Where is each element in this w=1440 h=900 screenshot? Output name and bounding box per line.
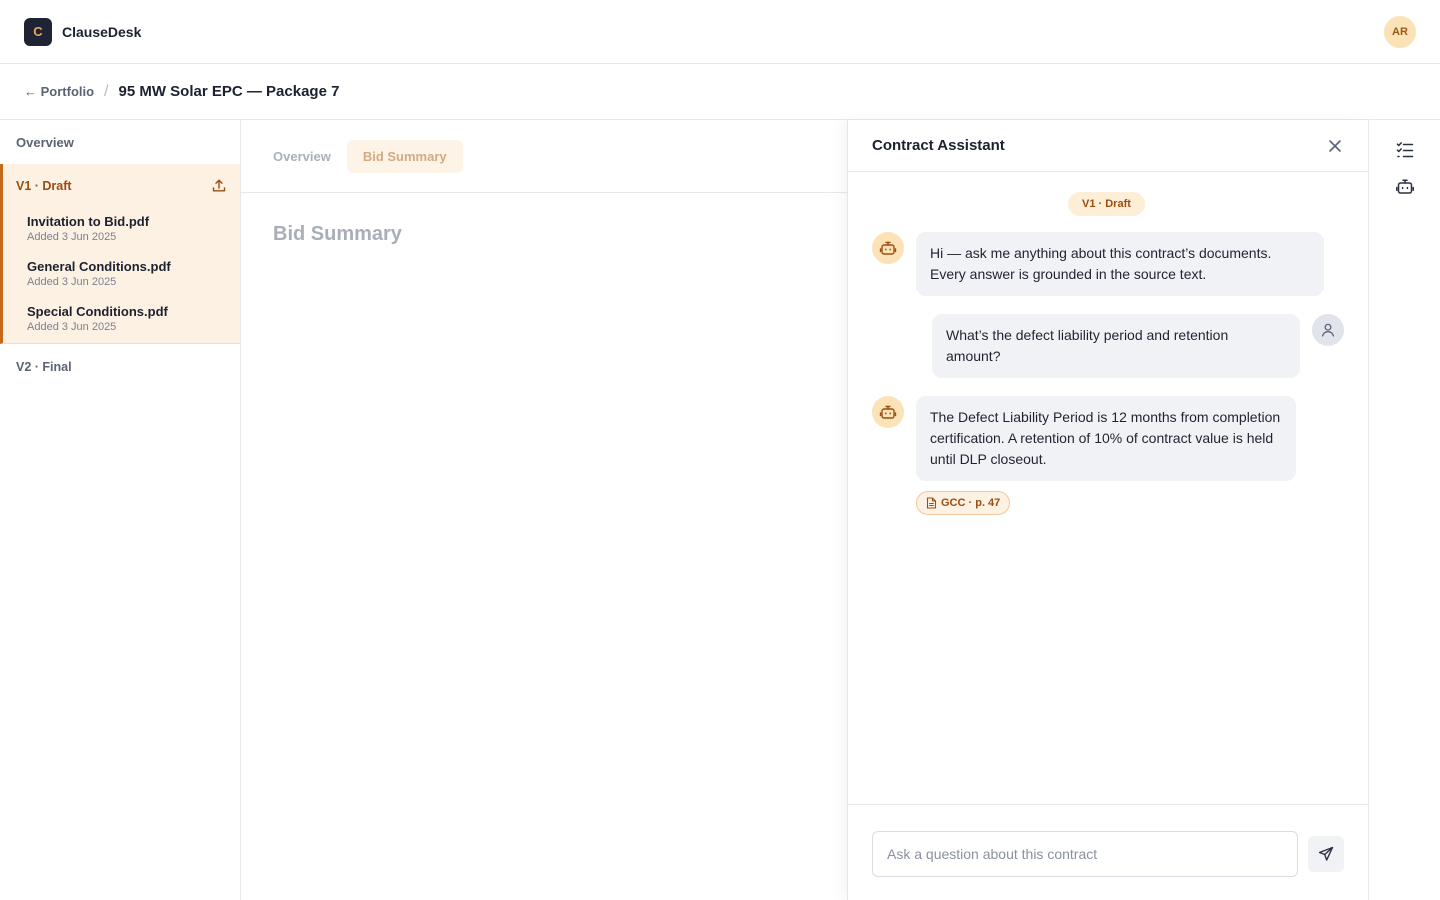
version-label: V2 · Final (16, 360, 72, 374)
user-icon (1320, 322, 1336, 338)
user-avatar-button[interactable] (1384, 16, 1416, 48)
back-to-portfolio-link[interactable]: ← Portfolio (24, 84, 95, 99)
assistant-message: Hi — ask me anything about this contract’s documents. Every answer is grounded in the source text. (916, 232, 1324, 296)
app-name: ClauseDesk (62, 23, 142, 40)
main-content (241, 120, 848, 900)
user-message: What’s the defect liability period and retention amount? (932, 314, 1300, 378)
version-group-v1 (0, 164, 240, 344)
citation-chip[interactable] (916, 491, 1010, 515)
bot-avatar (872, 396, 904, 428)
file-item[interactable] (3, 208, 240, 253)
sidebar-item-label: Overview (16, 134, 74, 150)
page-title: 95 MW Solar EPC — Package 7 (118, 83, 340, 100)
breadcrumb (0, 64, 1440, 120)
checklist-icon[interactable] (1395, 140, 1415, 160)
version-label: V1 · Draft (16, 179, 72, 193)
version-header-v1[interactable] (3, 164, 240, 208)
assistant-message: The Defect Liability Period is 12 months from completion certification. A retention of 10% of contract value is held until DLP closeout. (916, 396, 1296, 481)
file-item[interactable] (3, 298, 240, 343)
file-date: Added 3 Jun 2025 (27, 276, 117, 288)
send-button[interactable] (1308, 836, 1344, 872)
file-name: Special Conditions.pdf (27, 304, 168, 319)
file-item[interactable] (3, 253, 240, 298)
document-icon (926, 497, 937, 509)
breadcrumb-separator: / (104, 82, 109, 100)
assistant-header (848, 120, 1368, 172)
right-tool-rail (1369, 120, 1440, 900)
bot-avatar (872, 232, 904, 264)
upload-icon[interactable] (211, 178, 227, 194)
tab-overview[interactable]: Overview (273, 148, 331, 164)
version-header-v2[interactable] (0, 344, 240, 390)
user-initials: AR (1392, 26, 1408, 38)
logo-letter: C (33, 24, 43, 39)
close-icon[interactable] (1326, 137, 1344, 155)
file-date: Added 3 Jun 2025 (27, 231, 117, 243)
send-icon (1318, 846, 1334, 862)
top-bar (0, 0, 1440, 64)
robot-icon (879, 403, 897, 421)
sidebar (0, 120, 241, 900)
tab-bid-summary[interactable]: Bid Summary (347, 140, 463, 173)
section-title: Bid Summary (273, 223, 402, 245)
file-name: General Conditions.pdf (27, 259, 171, 274)
ask-question-input[interactable] (872, 831, 1298, 877)
citation-label: GCC · p. 47 (941, 497, 1001, 509)
assistant-title: Contract Assistant (872, 137, 1005, 154)
robot-icon[interactable] (1395, 176, 1415, 196)
tab-bar (241, 120, 848, 193)
contract-assistant-panel (847, 120, 1369, 900)
sidebar-item-overview[interactable] (0, 120, 240, 164)
version-badge: V1 · Draft (1068, 192, 1145, 216)
file-name: Invitation to Bid.pdf (27, 214, 150, 229)
robot-icon (879, 239, 897, 257)
file-date: Added 3 Jun 2025 (27, 321, 117, 333)
app-logo[interactable] (24, 18, 52, 46)
user-avatar (1312, 314, 1344, 346)
assistant-composer (848, 804, 1368, 900)
